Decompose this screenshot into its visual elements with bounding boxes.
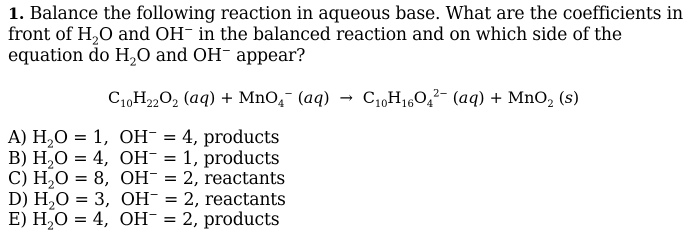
- choice-e[interactable]: [8, 210, 286, 231]
- choice-label: B): [8, 148, 28, 169]
- choice-label: E): [8, 210, 27, 230]
- choice-text: $H_2O = 4$, OH− = 2, products: [32, 208, 280, 233]
- question-text: Balance the following reaction in aqueous base. What are the coefficients in front of $H_2O$ and OH− in the balanced reaction and on which side of the equation do $H_2O$ and OH− appear?: [8, 4, 683, 69]
- choice-a[interactable]: [8, 128, 286, 149]
- reaction-equation: $C_{10}H_{22}O_2$ (aq) + MnO$_4$− $(aq) \to C_{10}H_{16}O_4^{2-}$ (aq) + MnO$_2$ (s): [108, 88, 579, 111]
- choice-label: A): [8, 128, 27, 148]
- answer-choices: [8, 128, 286, 231]
- choice-label: D): [8, 189, 29, 210]
- choice-text: $H_2O = 1$, OH− = 4, products: [32, 126, 280, 151]
- choice-text: $H_2O = 3$, OH− = 2, reactants: [33, 187, 286, 212]
- question-block: [8, 3, 696, 67]
- choice-label: C): [8, 169, 28, 189]
- choice-text: $H_2O = 4$, OH− = 1, products: [32, 146, 280, 171]
- choice-d[interactable]: [8, 187, 286, 212]
- choice-c[interactable]: [8, 169, 286, 190]
- choice-b[interactable]: [8, 146, 286, 171]
- question-stem: [8, 3, 696, 67]
- question-number: 1.: [8, 4, 25, 23]
- choice-text: $H_2O = 8$, OH− = 2, reactants: [32, 167, 286, 192]
